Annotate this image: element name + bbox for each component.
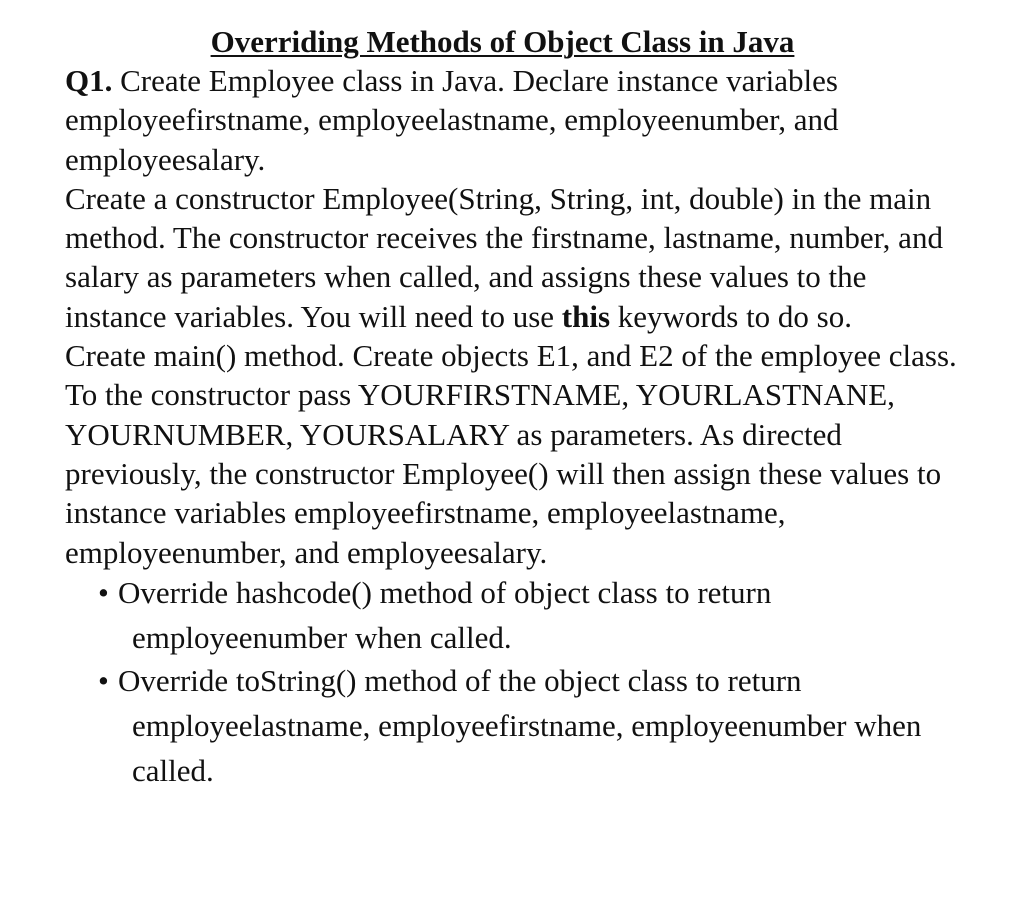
paragraph-2-text-before: Create a constructor Employee(String, String, int, double) in the main method. The constructor receives the firstname, lastname, number, and salary as parameters when called, and assigns these values to the instance variables. You will need to use (65, 180, 943, 334)
paragraph-2-text-after: keywords to do so. (610, 298, 852, 334)
question-label: Q1. (65, 63, 113, 98)
document-page (65, 22, 965, 793)
question-paragraph-1 (65, 61, 965, 179)
list-item-line: employeelastname, employeefirstname, employeenumber when called. (132, 707, 922, 788)
list-item (65, 570, 965, 660)
list-item-line: Override toString() method of the object class to return (118, 662, 802, 698)
list-item-line: Override hashcode() method of object class to return (118, 574, 772, 610)
list-item-line: employeenumber when called. (132, 619, 512, 655)
bullet-icon: • (98, 574, 109, 610)
requirements-list (65, 570, 965, 793)
bullet-icon: • (98, 662, 109, 698)
question-paragraph-2 (65, 179, 965, 336)
this-keyword: this (561, 298, 611, 334)
paragraph-1-text: Create Employee class in Java. Declare instance variables employeefirstname, employeelastname, employeenumber, and employeesalary. (65, 63, 839, 177)
list-item (65, 658, 965, 793)
question-paragraph-3: Create main() method. Create objects E1, and E2 of the employee class. To the constructor pass YOURFIRSTNAME, YOURLASTNANE, YOURNUMBER, YOURSALARY as parameters. As directed previously, the constructor Employee() will then assign these values to instance variables employeefirstname, employeelastname, employeenumber, and employeesalary. (65, 338, 957, 570)
page-title: Overriding Methods of Object Class in Java (210, 24, 795, 59)
